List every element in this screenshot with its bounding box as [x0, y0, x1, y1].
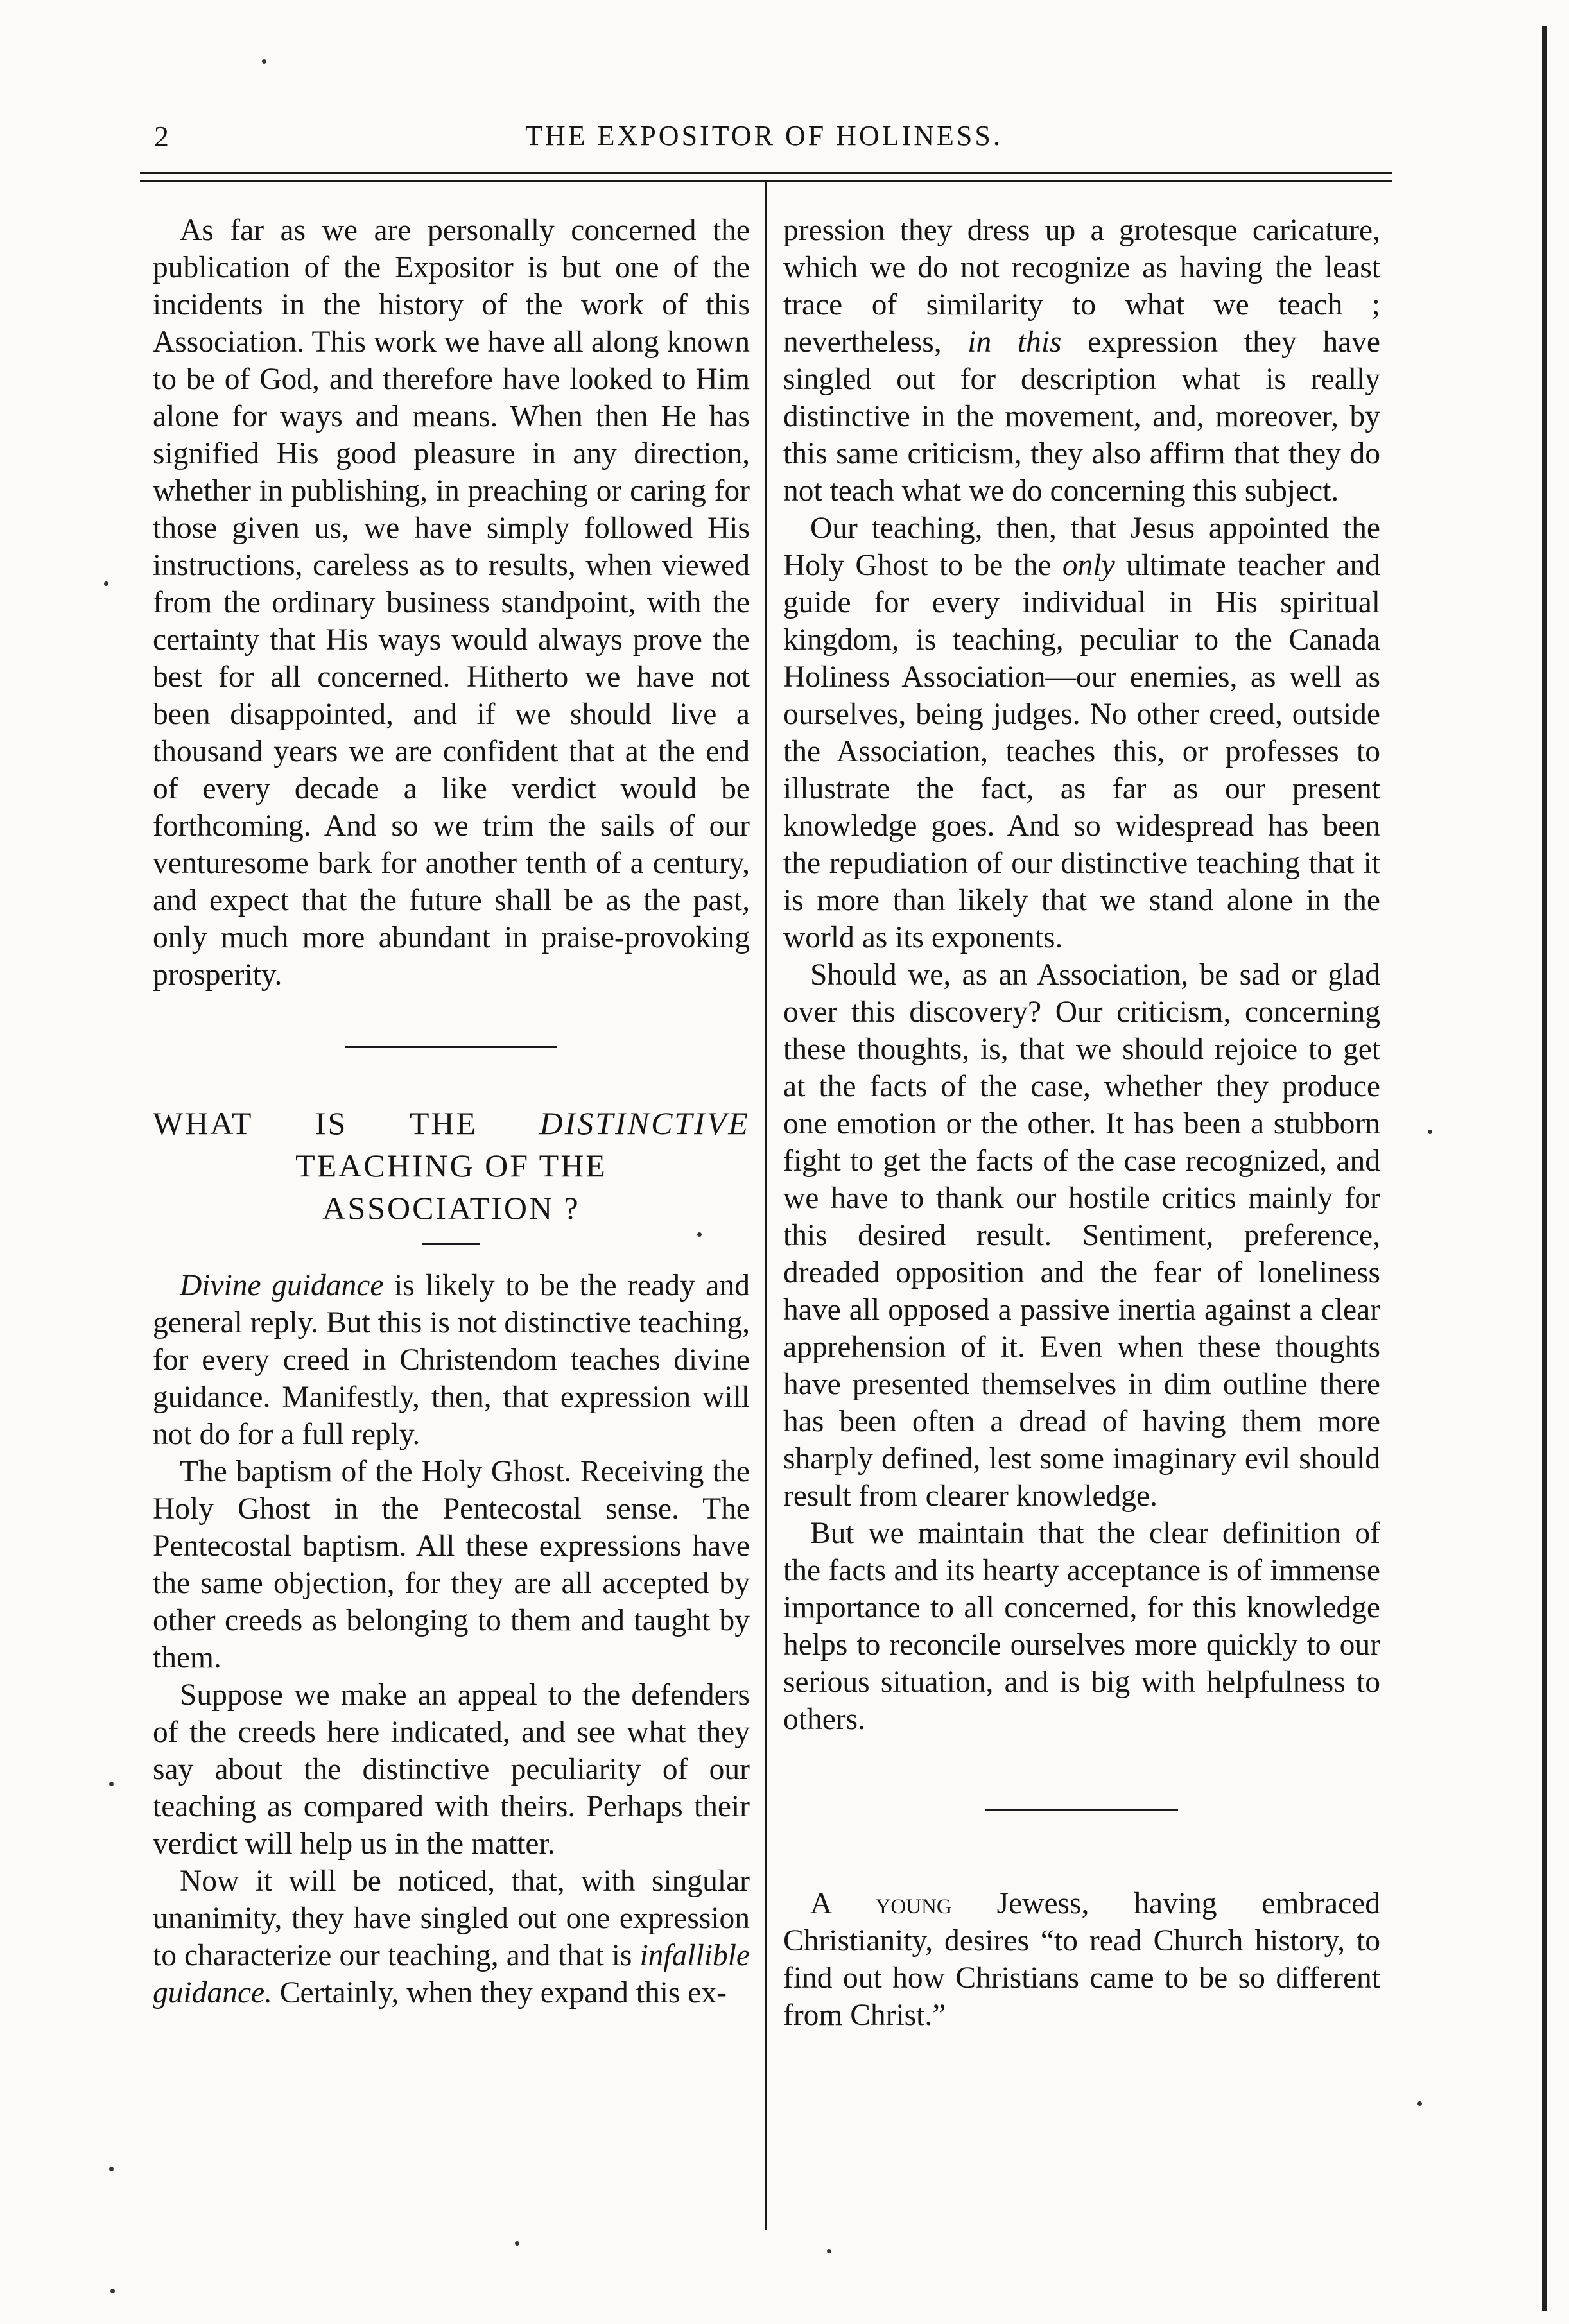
scan-speck [104, 581, 108, 586]
right-column [783, 212, 1380, 2034]
scan-speck [515, 2241, 519, 2246]
paragraph-divine-guidance-text: is likely to be the ready and general reply. But this is not distinctive teaching, for every creed in Christendom teaches divine guidance. Manifestly, then, that expression will not do for a full reply. [153, 1269, 750, 1451]
heading-line-3: ASSOCIATION ? [322, 1190, 580, 1226]
paragraph-caricature [783, 212, 1380, 510]
column-divider [765, 182, 767, 2230]
header-rule-bottom [140, 180, 1392, 182]
heading-line-2: TEACHING OF THE [295, 1148, 607, 1184]
heading-rule [422, 1243, 480, 1245]
left-column [153, 212, 750, 2011]
scan-speck [109, 1782, 114, 1786]
paragraph-caricature-tail: expression they have singled out for description what is really distinctive in the movement, and, moreover, by this same criticism, they also affirm that they do not teach what we do concerning this subject. [783, 325, 1380, 508]
scan-speck [262, 59, 266, 64]
scan-speck [697, 1232, 702, 1237]
scan-speck [109, 2167, 114, 2171]
heading-word-distinctive: DISTINCTIVE [539, 1105, 750, 1141]
paragraph-unanimity [153, 1863, 750, 2011]
heading-word-is: IS [315, 1105, 348, 1141]
jewess-note [783, 1885, 1380, 2034]
page-number: 2 [154, 120, 169, 153]
header-rule-top [140, 172, 1392, 174]
paragraph-unanimity-text: Now it will be noticed, that, with singular unanimity, they have singled out one expression to characterize our teaching, and that is [153, 1864, 750, 1972]
scan-speck [1428, 1130, 1432, 1134]
heading-word-the: THE [409, 1105, 478, 1141]
paragraph-unanimity-tail: Certainly, when they expand this ex- [272, 1976, 727, 2010]
paragraph-baptism: The baptism of the Holy Ghost. Receiving the Holy Ghost in the Pentecostal sense. The Pentecostal baptism. All these expressions have the same objection, for they are all accepted by other creeds as belonging to them and taught by them. [153, 1455, 750, 1674]
paragraph-our-teaching [783, 510, 1380, 956]
page-header [135, 119, 1393, 164]
divine-guidance-italic: Divine guidance [180, 1269, 384, 1302]
scan-edge-line [1542, 26, 1547, 2311]
scan-speck [1417, 2101, 1422, 2106]
scan-speck [110, 2289, 115, 2293]
scan-speck [827, 2249, 831, 2253]
note-lead-in: A young [810, 1887, 952, 1920]
paragraph-sad-or-glad: Should we, as an Association, be sad or glad over this discovery? Our criticism, concerning these thoughts, is, that we should rejoice to get at the facts of the case, whether they produce one emotion or the other. It has been a stubborn fight to get the facts of the case recognized, and we have to thank our hostile critics mainly for this desired result. Sentiment, preference, dreaded opposition and the fear of loneliness have all opposed a passive inertia against a clear apprehension of it. Even when these thoughts have presented themselves in dim outline there has been often a dread of having them more sharply defined, lest some imaginary evil should result from clearer knowledge. [783, 958, 1380, 1513]
infallible-guidance-italic: infallible guidance. [153, 1939, 750, 2010]
section-heading [153, 1102, 750, 1229]
intro-paragraph: As far as we are personally concerned the publication of the Expositor is but one of the incidents in the history of the work of this Association. This work we have all along known to be of God, and therefore have looked to Him alone for ways and means. When then He has signified His good pleasure in any direction, whether in publishing, in preaching or caring for those given us, we have simply followed His instructions, careless as to results, when viewed from the ordinary business standpoint, with the certainty that His ways would always prove the best for all concerned. Hitherto we have not been disappointed, and if we should live a thousand years we are confident that at the end of every decade a like verdict would be forthcoming. And so we trim the sails of our venturesome bark for another tenth of a century, and expect that the future shall be as the past, only much more abundant in praise-provoking prosperity. [153, 214, 750, 992]
paragraph-caricature-text: pression they dress up a grotesque caricature, which we do not recognize as having the least trace of similarity to what we teach ; nevertheless, [783, 214, 1380, 359]
only-italic: only [1062, 549, 1115, 582]
paragraph-appeal: Suppose we make an appeal to the defenders of the creeds here indicated, and see what they say about the distinctive peculiarity of our teaching as compared with theirs. Perhaps their verdict will help us in the matter. [153, 1678, 750, 1861]
running-title: THE EXPOSITOR OF HOLINESS. [525, 120, 1003, 151]
paragraph-maintain: But we maintain that the clear definition of the facts and its hearty acceptance is of immense importance to all concerned, for this knowledge helps to reconcile ourselves more quickly to our serious situation, and is big with helpfulness to others. [783, 1517, 1380, 1736]
note-separator [985, 1809, 1178, 1811]
in-this-italic: in this [967, 325, 1062, 359]
paragraph-divine-guidance [153, 1267, 750, 1453]
paragraph-our-teaching-tail: ultimate teacher and guide for every individual in His spiritual kingdom, is teaching, peculiar to the Canada Holiness Association—our enemies, as well as ourselves, being judges. No other creed, outside the Association, teaches this, or professes to illustrate the fact, as far as our present knowledge goes. And so widespread has been the repudiation of our distinctive teaching that it is more than likely that we stand alone in the world as its exponents. [783, 549, 1380, 954]
paragraph-our-teaching-text: Our teaching, then, that Jesus appointed the Holy Ghost to be the [783, 512, 1380, 582]
heading-word-what: WHAT [153, 1105, 254, 1141]
heading-line-1 [153, 1102, 750, 1144]
section-separator [345, 1046, 557, 1048]
jewess-note-text: Jewess, having embraced Christianity, desires “to read Church history, to find out how Christians came to be so different from Christ.” [783, 1887, 1380, 2032]
